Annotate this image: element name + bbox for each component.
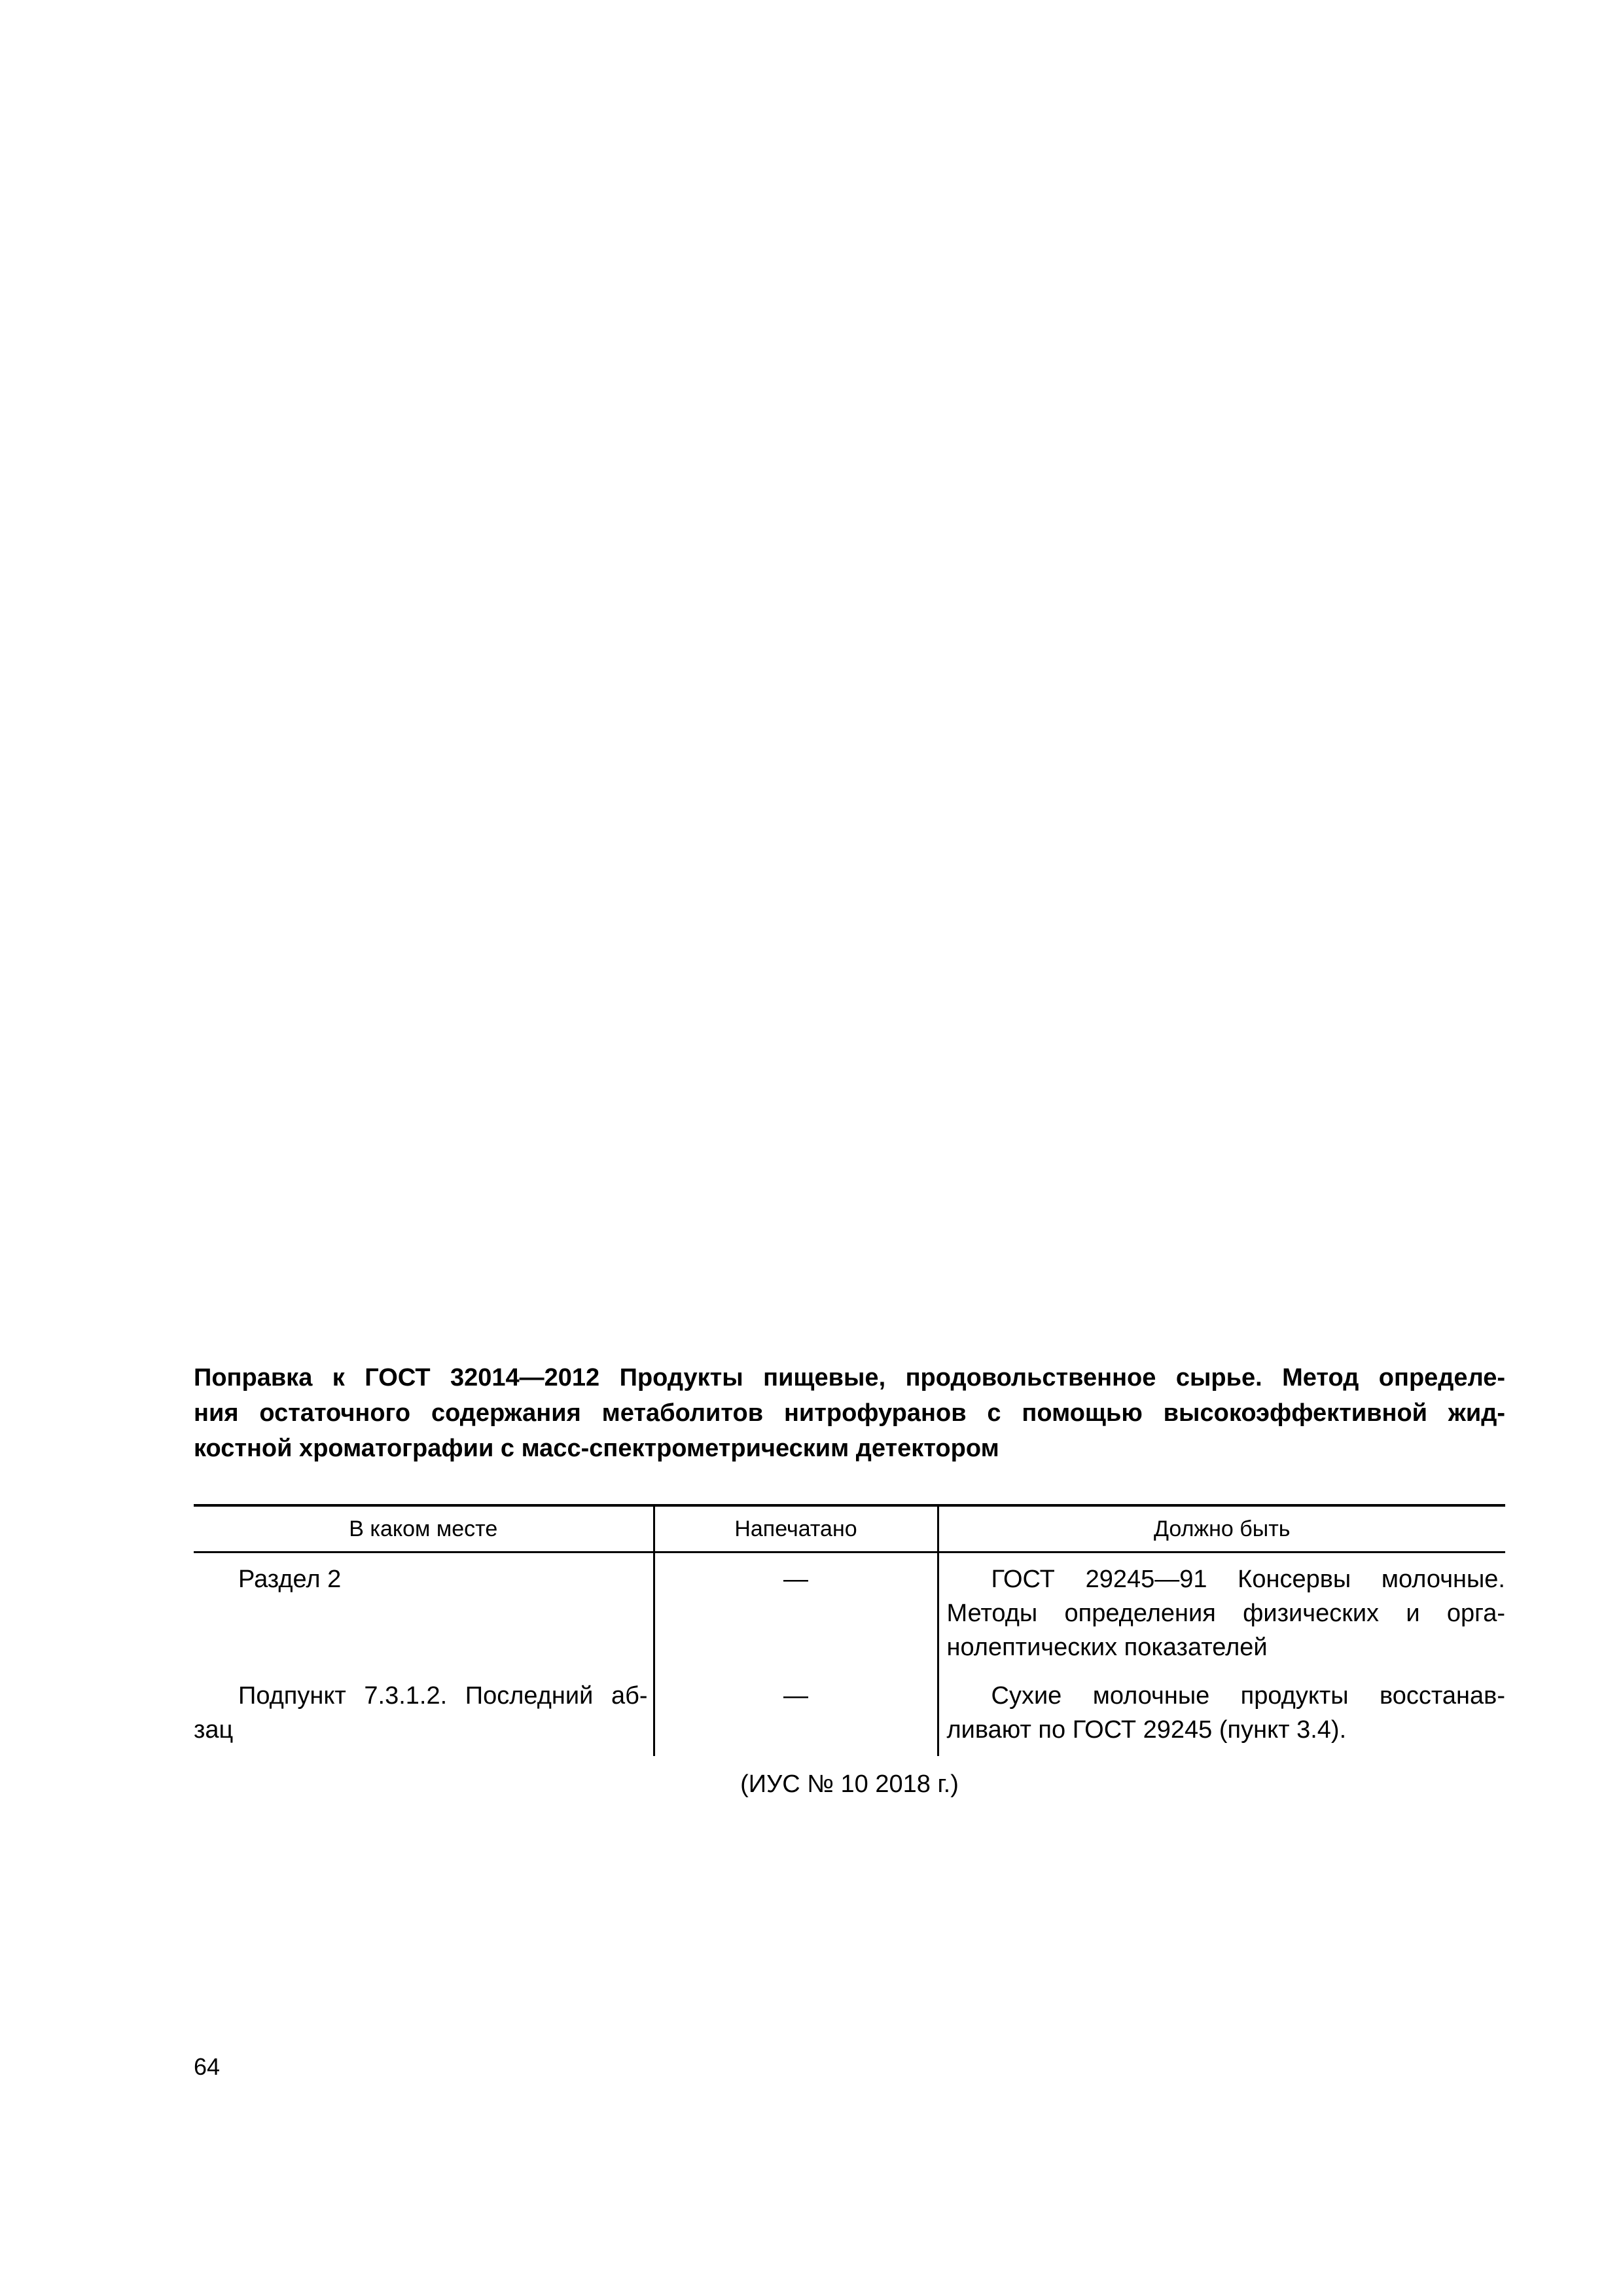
cell-printed: — [654,1679,938,1756]
cell-line: зац [194,1716,234,1744]
cell-should-be [938,1552,1505,1679]
page-number: 64 [194,2053,221,2080]
cell-printed: — [654,1552,938,1679]
cell-line: Методы определения физических и орга- [946,1600,1505,1627]
cell-line: Сухие молочные продукты восстанав- [991,1682,1505,1710]
title-line: ния остаточного содержания метаболитов нитрофуранов с помощью высокоэффективной жид- [194,1399,1505,1427]
cell-place [194,1679,654,1756]
cell-place [194,1552,654,1679]
source-reference: (ИУС № 10 2018 г.) [740,1770,959,1798]
cell-line: нолептических показателей [946,1634,1268,1661]
table-row [194,1679,1505,1756]
table-header-row [194,1505,1505,1552]
cell-line: ливают по ГОСТ 29245 (пункт 3.4). [946,1716,1347,1744]
header-printed: Напечатано [654,1505,938,1552]
header-should-be: Должно быть [938,1505,1505,1552]
cell-line: ГОСТ 29245—91 Консервы молочные. [991,1566,1505,1593]
cell-line: Подпункт 7.3.1.2. Последний аб- [238,1682,648,1710]
cell-should-be [938,1679,1505,1756]
table-row [194,1552,1505,1679]
title-line: Поправка к ГОСТ 32014—2012 Продукты пищевые, продовольственное сырье. Метод определе- [194,1364,1505,1391]
header-place: В каком месте [194,1505,654,1552]
title-line: костной хроматографии с масс-спектрометрическим детектором [194,1435,999,1462]
amendment-title [194,1360,1505,1466]
corrections-table [194,1504,1505,1756]
cell-line: Раздел 2 [238,1566,342,1593]
